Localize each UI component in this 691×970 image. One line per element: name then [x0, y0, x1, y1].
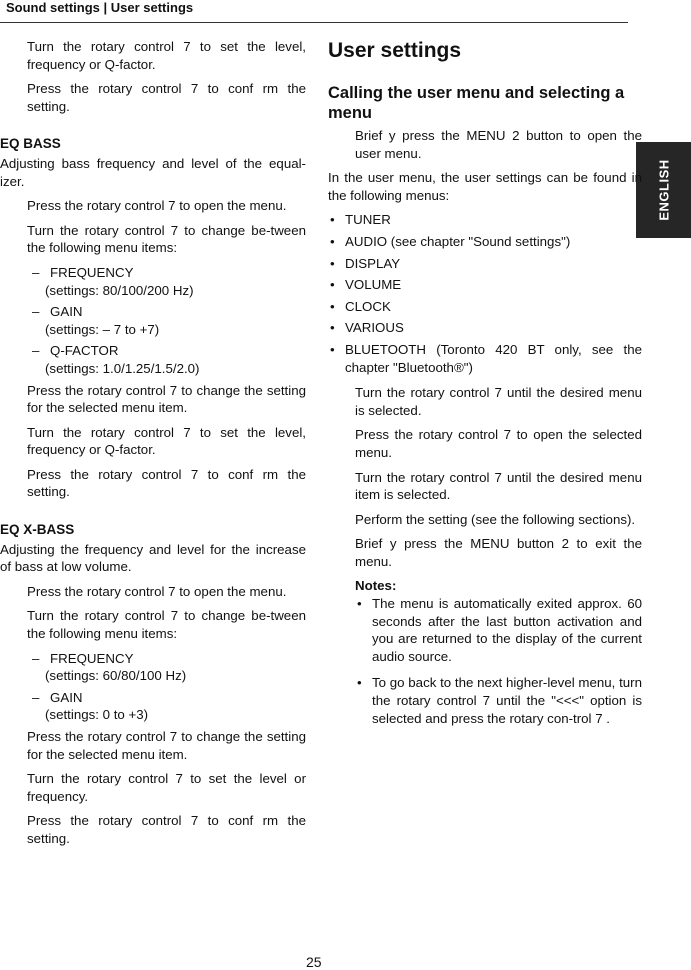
- menu-item-name: Q-FACTOR: [50, 343, 119, 359]
- notes-label: Notes:: [355, 578, 397, 594]
- left-column: [0, 38, 306, 855]
- menu-item: – FREQUENCY (settings: 80/100/200 Hz): [27, 264, 306, 299]
- step: Press the rotary control 7 to open the selected menu.: [355, 427, 642, 460]
- step: Brief y press the MENU button 2 to exit the menu.: [355, 536, 642, 569]
- list-item: • DISPLAY: [328, 255, 642, 273]
- paragraph: Press the rotary control 7 to conf rm the setting.: [27, 81, 306, 114]
- paragraph: In the user menu, the user settings can be found in the following menus:: [328, 170, 642, 203]
- menu-item-name: FREQUENCY: [50, 264, 134, 280]
- menu-item-settings: (settings: 1.0/1.25/1.5/2.0): [45, 360, 200, 376]
- menu-item: – FREQUENCY (settings: 60/80/100 Hz): [27, 650, 306, 685]
- step: Press the rotary control 7 to open the menu.: [27, 198, 287, 214]
- step: Turn the rotary control 7 to set the level, frequency or Q-factor.: [27, 424, 306, 458]
- menu-item-settings: (settings: – 7 to +7): [45, 321, 160, 337]
- paragraph: Brief y press the MENU 2 button to open the user menu.: [355, 128, 642, 161]
- menu-item-settings: (settings: 60/80/100 Hz): [45, 668, 187, 684]
- step: Turn the rotary control 7 to change be-tween the following menu items:: [27, 608, 306, 642]
- note-item: • To go back to the next higher-level menu, turn the rotary control 7 until the "<<<" option is selected and press the rotary con-trol 7 .: [355, 674, 642, 727]
- menu-item-settings: (settings: 0 to +3): [45, 707, 149, 723]
- menu-item-name: FREQUENCY: [50, 650, 134, 666]
- language-tab-label: ENGLISH: [656, 159, 671, 221]
- list-item: • CLOCK: [328, 298, 642, 316]
- step: Turn the rotary control 7 to set the level or frequency.: [27, 771, 306, 804]
- menu-item: – GAIN (settings: 0 to +3): [27, 689, 306, 724]
- menu-list: [328, 211, 642, 376]
- step: Press the rotary control 7 to conf rm the setting.: [27, 466, 306, 500]
- menu-item: – GAIN (settings: – 7 to +7): [27, 303, 306, 338]
- menu-item: – Q-FACTOR (settings: 1.0/1.25/1.5/2.0): [27, 342, 306, 377]
- step: Turn the rotary control 7 until the desired menu item is selected.: [355, 469, 642, 503]
- step: Turn the rotary control 7 until the desired menu is selected.: [355, 385, 642, 418]
- list-item: • VOLUME: [328, 276, 642, 294]
- section-intro: Adjusting the frequency and level for the increase of bass at low volume.: [0, 541, 306, 575]
- header-divider: [0, 22, 628, 23]
- section-subtitle: Calling the user menu and selecting a menu: [328, 84, 625, 122]
- list-item: • TUNER: [328, 211, 642, 229]
- step: Turn the rotary control 7 to change be-tween the following menu items:: [27, 222, 306, 256]
- section-heading-eq-xbass: EQ X-BASS: [0, 522, 75, 538]
- page-title: User settings: [328, 39, 462, 62]
- step: Press the rotary control 7 to conf rm the setting.: [27, 813, 306, 846]
- menu-item-name: GAIN: [50, 689, 83, 705]
- step: Press the rotary control 7 to open the menu.: [27, 583, 287, 599]
- section-heading-eq-bass: EQ BASS: [0, 136, 61, 152]
- page-number: 25: [306, 954, 322, 970]
- list-item: • BLUETOOTH (Toronto 420 BT only, see the chapter "Bluetooth®"): [328, 341, 642, 376]
- paragraph: Turn the rotary control 7 to set the level, frequency or Q-factor.: [27, 39, 306, 72]
- step: Press the rotary control 7 to change the setting for the selected menu item.: [27, 729, 306, 762]
- section-intro: Adjusting bass frequency and level of the equal-izer.: [0, 155, 306, 189]
- language-tab: [636, 142, 691, 238]
- right-column: [328, 38, 642, 735]
- menu-item-name: GAIN: [50, 304, 83, 320]
- note-item: • The menu is automatically exited approx. 60 seconds after the last button activation and you are returned to the display of the current audio source.: [355, 595, 642, 665]
- menu-item-settings: (settings: 80/100/200 Hz): [45, 282, 194, 298]
- step: Press the rotary control 7 to change the setting for the selected menu item.: [27, 382, 306, 416]
- list-item: • VARIOUS: [328, 319, 642, 337]
- running-header: Sound settings | User settings: [6, 0, 194, 15]
- list-item: • AUDIO (see chapter "Sound settings"): [328, 233, 642, 251]
- step: Perform the setting (see the following sections).: [355, 511, 636, 527]
- notes-list: [355, 595, 642, 727]
